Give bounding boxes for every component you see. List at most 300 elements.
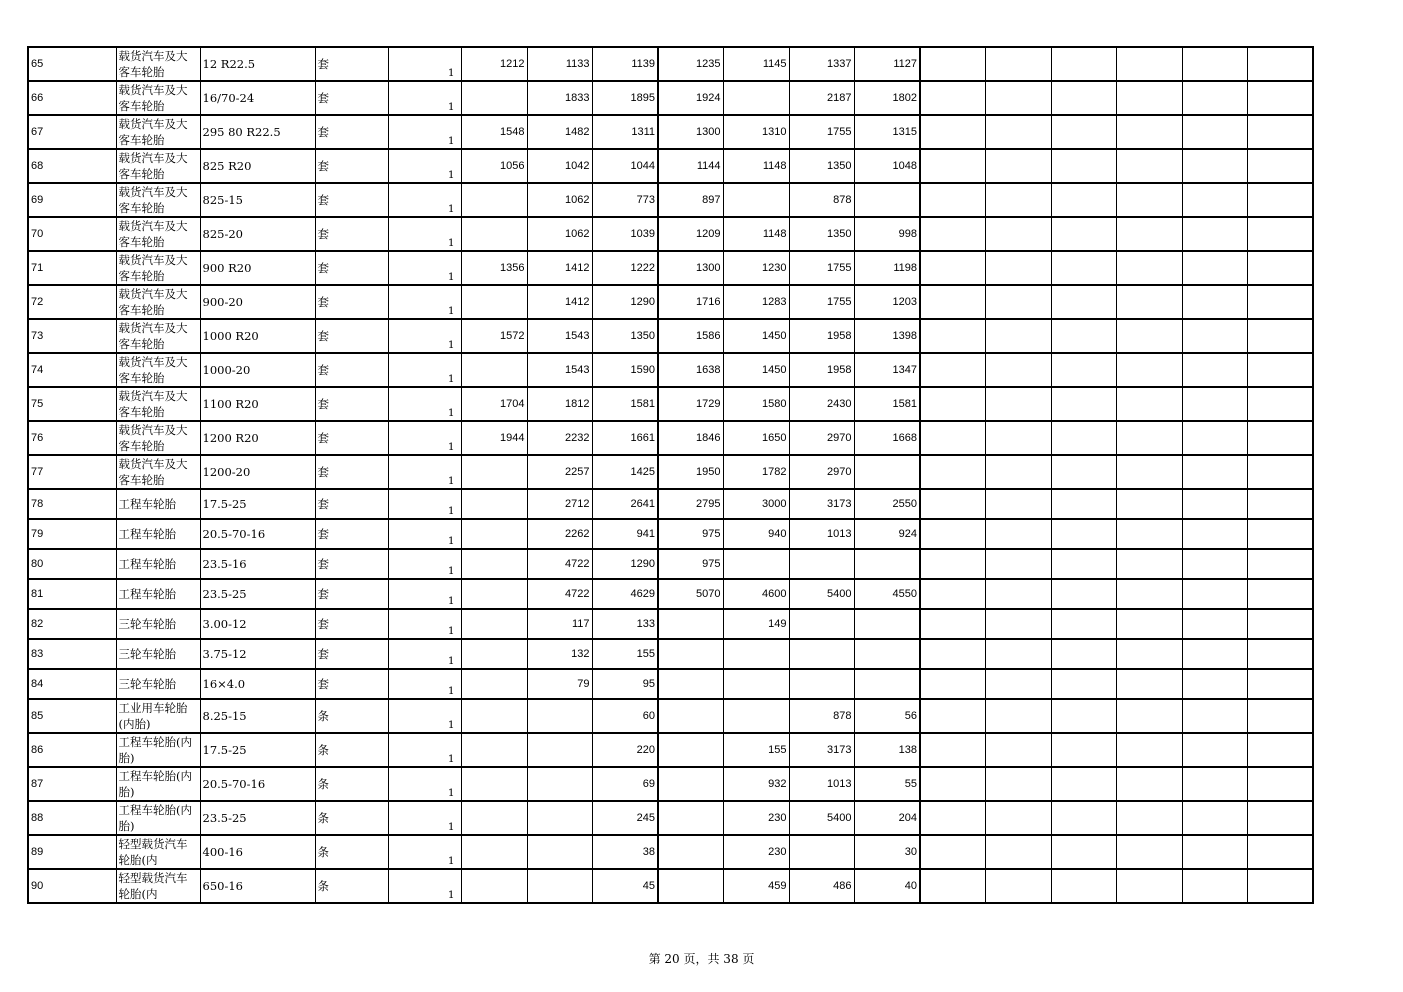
table-row (28, 455, 1313, 489)
table-row (28, 183, 1313, 217)
empty-cell (1182, 183, 1247, 217)
item-name-cell: 工业用车轮胎(内胎) (116, 699, 200, 733)
price-cell: 2970 (789, 421, 854, 455)
empty-cell (1247, 549, 1313, 579)
price-cell: 1139 (592, 47, 658, 81)
empty-cell (920, 421, 985, 455)
empty-cell (1182, 579, 1247, 609)
price-cell: 133 (592, 609, 658, 639)
empty-cell (1051, 81, 1116, 115)
price-cell: 1833 (527, 81, 592, 115)
price-cell: 5400 (789, 579, 854, 609)
item-name-cell: 载货汽车及大客车轮胎 (116, 353, 200, 387)
price-cell: 204 (854, 801, 920, 835)
empty-cell (1051, 115, 1116, 149)
quantity-cell: 1 (388, 217, 461, 251)
empty-cell (1247, 251, 1313, 285)
empty-cell (1116, 767, 1182, 801)
empty-cell (985, 801, 1051, 835)
item-name-cell: 载货汽车及大客车轮胎 (116, 47, 200, 81)
empty-cell (1051, 767, 1116, 801)
price-cell: 1412 (527, 285, 592, 319)
price-cell: 1127 (854, 47, 920, 81)
price-cell: 1398 (854, 319, 920, 353)
empty-cell (1051, 421, 1116, 455)
price-cell: 1572 (461, 319, 527, 353)
empty-cell (1182, 489, 1247, 519)
price-cell (461, 669, 527, 699)
row-number-cell: 86 (28, 733, 116, 767)
price-cell (461, 767, 527, 801)
price-cell (658, 835, 723, 869)
unit-cell: 套 (315, 217, 388, 251)
empty-cell (1182, 767, 1247, 801)
empty-cell (920, 639, 985, 669)
price-cell (461, 639, 527, 669)
unit-cell: 条 (315, 699, 388, 733)
empty-cell (1247, 149, 1313, 183)
price-cell: 2795 (658, 489, 723, 519)
quantity-cell: 1 (388, 115, 461, 149)
price-cell: 1235 (658, 47, 723, 81)
price-cell: 1013 (789, 519, 854, 549)
price-cell (527, 801, 592, 835)
empty-cell (1182, 353, 1247, 387)
empty-cell (1116, 489, 1182, 519)
empty-cell (985, 421, 1051, 455)
row-number-cell: 80 (28, 549, 116, 579)
empty-cell (1247, 609, 1313, 639)
price-cell (723, 81, 789, 115)
empty-cell (920, 579, 985, 609)
empty-cell (920, 47, 985, 81)
price-cell: 3173 (789, 489, 854, 519)
price-cell: 1290 (592, 285, 658, 319)
empty-cell (1247, 579, 1313, 609)
empty-cell (985, 549, 1051, 579)
spec-cell: 3.75-12 (200, 639, 315, 669)
price-cell (461, 183, 527, 217)
unit-cell: 套 (315, 609, 388, 639)
empty-cell (920, 217, 985, 251)
empty-cell (985, 519, 1051, 549)
price-cell (723, 639, 789, 669)
price-cell: 1661 (592, 421, 658, 455)
empty-cell (985, 489, 1051, 519)
empty-cell (1247, 669, 1313, 699)
spec-cell: 900 R20 (200, 251, 315, 285)
unit-cell: 套 (315, 115, 388, 149)
spec-cell: 825-15 (200, 183, 315, 217)
price-cell: 1755 (789, 115, 854, 149)
price-cell: 2641 (592, 489, 658, 519)
quantity-cell: 1 (388, 549, 461, 579)
empty-cell (1116, 421, 1182, 455)
row-number-cell: 67 (28, 115, 116, 149)
price-cell: 1315 (854, 115, 920, 149)
empty-cell (1116, 251, 1182, 285)
price-cell: 2257 (527, 455, 592, 489)
empty-cell (1116, 579, 1182, 609)
quantity-cell: 1 (388, 319, 461, 353)
table-row (28, 733, 1313, 767)
spec-cell: 1100 R20 (200, 387, 315, 421)
price-cell (658, 767, 723, 801)
price-cell: 1950 (658, 455, 723, 489)
spec-cell: 20.5-70-16 (200, 519, 315, 549)
empty-cell (1116, 47, 1182, 81)
empty-cell (1116, 387, 1182, 421)
price-cell: 38 (592, 835, 658, 869)
empty-cell (1051, 609, 1116, 639)
price-cell (854, 639, 920, 669)
empty-cell (1051, 285, 1116, 319)
price-cell: 5070 (658, 579, 723, 609)
empty-cell (985, 251, 1051, 285)
empty-cell (985, 639, 1051, 669)
row-number-cell: 74 (28, 353, 116, 387)
price-cell: 975 (658, 549, 723, 579)
empty-cell (1051, 639, 1116, 669)
price-cell: 941 (592, 519, 658, 549)
price-cell (461, 801, 527, 835)
empty-cell (1182, 609, 1247, 639)
table-body (28, 47, 1313, 903)
spec-cell: 23.5-25 (200, 579, 315, 609)
price-cell: 1586 (658, 319, 723, 353)
empty-cell (985, 285, 1051, 319)
table-row (28, 639, 1313, 669)
table-row (28, 549, 1313, 579)
price-cell: 1145 (723, 47, 789, 81)
price-cell: 1347 (854, 353, 920, 387)
empty-cell (1247, 115, 1313, 149)
price-cell (723, 699, 789, 733)
price-cell (789, 609, 854, 639)
price-cell: 155 (723, 733, 789, 767)
price-cell: 4722 (527, 549, 592, 579)
empty-cell (920, 115, 985, 149)
empty-cell (1247, 489, 1313, 519)
unit-cell: 套 (315, 549, 388, 579)
price-cell: 149 (723, 609, 789, 639)
price-cell: 486 (789, 869, 854, 903)
spec-cell: 825 R20 (200, 149, 315, 183)
price-cell: 230 (723, 801, 789, 835)
price-cell: 1013 (789, 767, 854, 801)
price-cell (527, 835, 592, 869)
empty-cell (1247, 353, 1313, 387)
price-cell: 1638 (658, 353, 723, 387)
price-cell (461, 81, 527, 115)
empty-cell (1247, 767, 1313, 801)
item-name-cell: 载货汽车及大客车轮胎 (116, 149, 200, 183)
empty-cell (1182, 285, 1247, 319)
price-cell (723, 669, 789, 699)
price-cell: 773 (592, 183, 658, 217)
empty-cell (920, 733, 985, 767)
row-number-cell: 79 (28, 519, 116, 549)
price-cell: 1222 (592, 251, 658, 285)
price-cell: 1042 (527, 149, 592, 183)
price-cell: 1412 (527, 251, 592, 285)
table-row (28, 217, 1313, 251)
empty-cell (1247, 217, 1313, 251)
empty-cell (1051, 183, 1116, 217)
price-cell (658, 639, 723, 669)
row-number-cell: 78 (28, 489, 116, 519)
unit-cell: 套 (315, 183, 388, 217)
spec-cell: 650-16 (200, 869, 315, 903)
item-name-cell: 三轮车轮胎 (116, 609, 200, 639)
item-name-cell: 载货汽车及大客车轮胎 (116, 421, 200, 455)
quantity-cell: 1 (388, 579, 461, 609)
quantity-cell: 1 (388, 183, 461, 217)
empty-cell (1116, 455, 1182, 489)
row-number-cell: 68 (28, 149, 116, 183)
unit-cell: 条 (315, 869, 388, 903)
empty-cell (1182, 115, 1247, 149)
empty-cell (1182, 319, 1247, 353)
price-cell: 2232 (527, 421, 592, 455)
price-cell: 1056 (461, 149, 527, 183)
empty-cell (1116, 115, 1182, 149)
item-name-cell: 载货汽车及大客车轮胎 (116, 115, 200, 149)
table-row (28, 767, 1313, 801)
row-number-cell: 77 (28, 455, 116, 489)
price-cell: 1958 (789, 353, 854, 387)
unit-cell: 套 (315, 579, 388, 609)
table-row (28, 353, 1313, 387)
price-cell: 1450 (723, 353, 789, 387)
empty-cell (985, 47, 1051, 81)
price-cell (658, 699, 723, 733)
table-row (28, 801, 1313, 835)
empty-cell (1116, 353, 1182, 387)
price-cell: 1062 (527, 217, 592, 251)
item-name-cell: 载货汽车及大客车轮胎 (116, 217, 200, 251)
price-cell (527, 869, 592, 903)
price-cell: 975 (658, 519, 723, 549)
price-cell: 1230 (723, 251, 789, 285)
quantity-cell: 1 (388, 455, 461, 489)
quantity-cell: 1 (388, 149, 461, 183)
empty-cell (920, 489, 985, 519)
empty-cell (1182, 149, 1247, 183)
item-name-cell: 轻型载货汽车轮胎(内 (116, 869, 200, 903)
row-number-cell: 84 (28, 669, 116, 699)
price-cell: 2712 (527, 489, 592, 519)
table-row (28, 81, 1313, 115)
price-cell (461, 835, 527, 869)
quantity-cell: 1 (388, 81, 461, 115)
empty-cell (1182, 81, 1247, 115)
empty-cell (1182, 549, 1247, 579)
empty-cell (1051, 217, 1116, 251)
price-cell (854, 455, 920, 489)
empty-cell (920, 455, 985, 489)
price-cell: 95 (592, 669, 658, 699)
price-cell: 5400 (789, 801, 854, 835)
price-cell: 924 (854, 519, 920, 549)
price-cell (461, 519, 527, 549)
empty-cell (920, 251, 985, 285)
empty-cell (985, 869, 1051, 903)
price-cell (723, 549, 789, 579)
empty-cell (1247, 183, 1313, 217)
price-cell: 1944 (461, 421, 527, 455)
price-cell (658, 609, 723, 639)
empty-cell (1116, 217, 1182, 251)
empty-cell (920, 869, 985, 903)
price-cell: 1668 (854, 421, 920, 455)
row-number-cell: 66 (28, 81, 116, 115)
price-cell (789, 549, 854, 579)
empty-cell (1247, 455, 1313, 489)
empty-cell (1182, 801, 1247, 835)
empty-cell (1051, 319, 1116, 353)
empty-cell (1182, 869, 1247, 903)
unit-cell: 套 (315, 489, 388, 519)
quantity-cell: 1 (388, 699, 461, 733)
empty-cell (1247, 639, 1313, 669)
price-cell: 1044 (592, 149, 658, 183)
spec-cell: 16/70-24 (200, 81, 315, 115)
price-cell: 1300 (658, 251, 723, 285)
quantity-cell: 1 (388, 489, 461, 519)
unit-cell: 套 (315, 47, 388, 81)
price-cell: 1350 (789, 217, 854, 251)
quantity-cell: 1 (388, 669, 461, 699)
unit-cell: 套 (315, 353, 388, 387)
price-cell: 1924 (658, 81, 723, 115)
empty-cell (985, 149, 1051, 183)
price-cell: 1311 (592, 115, 658, 149)
price-cell: 1755 (789, 285, 854, 319)
item-name-cell: 工程车轮胎(内胎) (116, 801, 200, 835)
empty-cell (1116, 669, 1182, 699)
price-table (27, 46, 1314, 904)
price-cell: 1482 (527, 115, 592, 149)
price-cell: 1337 (789, 47, 854, 81)
price-cell: 1958 (789, 319, 854, 353)
price-cell: 117 (527, 609, 592, 639)
table-row (28, 519, 1313, 549)
price-cell: 1895 (592, 81, 658, 115)
price-cell: 155 (592, 639, 658, 669)
price-cell: 2970 (789, 455, 854, 489)
price-cell: 1148 (723, 149, 789, 183)
item-name-cell: 工程车轮胎 (116, 489, 200, 519)
price-cell (658, 869, 723, 903)
item-name-cell: 载货汽车及大客车轮胎 (116, 319, 200, 353)
price-cell (461, 579, 527, 609)
empty-cell (1182, 217, 1247, 251)
price-cell: 1650 (723, 421, 789, 455)
price-cell: 1062 (527, 183, 592, 217)
price-cell: 4600 (723, 579, 789, 609)
price-cell: 69 (592, 767, 658, 801)
table-row (28, 699, 1313, 733)
unit-cell: 套 (315, 387, 388, 421)
item-name-cell: 载货汽车及大客车轮胎 (116, 285, 200, 319)
item-name-cell: 轻型载货汽车轮胎(内 (116, 835, 200, 869)
price-cell: 1548 (461, 115, 527, 149)
price-cell: 2430 (789, 387, 854, 421)
price-cell: 220 (592, 733, 658, 767)
price-cell (658, 669, 723, 699)
empty-cell (1182, 639, 1247, 669)
empty-cell (920, 353, 985, 387)
empty-cell (985, 353, 1051, 387)
empty-cell (1247, 387, 1313, 421)
table-row (28, 149, 1313, 183)
empty-cell (1051, 869, 1116, 903)
price-cell: 55 (854, 767, 920, 801)
quantity-cell: 1 (388, 801, 461, 835)
spec-cell: 17.5-25 (200, 733, 315, 767)
row-number-cell: 83 (28, 639, 116, 669)
spec-cell: 16×4.0 (200, 669, 315, 699)
quantity-cell: 1 (388, 47, 461, 81)
empty-cell (1247, 801, 1313, 835)
price-cell: 1356 (461, 251, 527, 285)
price-cell (527, 699, 592, 733)
empty-cell (1051, 699, 1116, 733)
price-cell (461, 285, 527, 319)
empty-cell (1051, 669, 1116, 699)
spec-cell: 17.5-25 (200, 489, 315, 519)
table-row (28, 319, 1313, 353)
empty-cell (1116, 183, 1182, 217)
spec-cell: 8.25-15 (200, 699, 315, 733)
quantity-cell: 1 (388, 251, 461, 285)
spec-cell: 23.5-16 (200, 549, 315, 579)
empty-cell (1182, 251, 1247, 285)
spec-cell: 1000-20 (200, 353, 315, 387)
empty-cell (920, 835, 985, 869)
unit-cell: 套 (315, 639, 388, 669)
empty-cell (1116, 319, 1182, 353)
price-cell: 2262 (527, 519, 592, 549)
empty-cell (1182, 455, 1247, 489)
unit-cell: 套 (315, 251, 388, 285)
quantity-cell: 1 (388, 609, 461, 639)
unit-cell: 套 (315, 319, 388, 353)
empty-cell (1116, 81, 1182, 115)
price-cell: 1450 (723, 319, 789, 353)
price-cell (461, 869, 527, 903)
unit-cell: 条 (315, 835, 388, 869)
empty-cell (1247, 835, 1313, 869)
empty-cell (1051, 353, 1116, 387)
row-number-cell: 81 (28, 579, 116, 609)
price-cell: 4629 (592, 579, 658, 609)
item-name-cell: 三轮车轮胎 (116, 669, 200, 699)
price-cell: 2550 (854, 489, 920, 519)
price-cell: 1581 (854, 387, 920, 421)
unit-cell: 套 (315, 285, 388, 319)
empty-cell (1116, 549, 1182, 579)
empty-cell (1182, 387, 1247, 421)
row-number-cell: 70 (28, 217, 116, 251)
price-cell (854, 669, 920, 699)
row-number-cell: 69 (28, 183, 116, 217)
item-name-cell: 工程车轮胎 (116, 519, 200, 549)
price-cell: 1203 (854, 285, 920, 319)
empty-cell (1051, 149, 1116, 183)
empty-cell (1182, 733, 1247, 767)
